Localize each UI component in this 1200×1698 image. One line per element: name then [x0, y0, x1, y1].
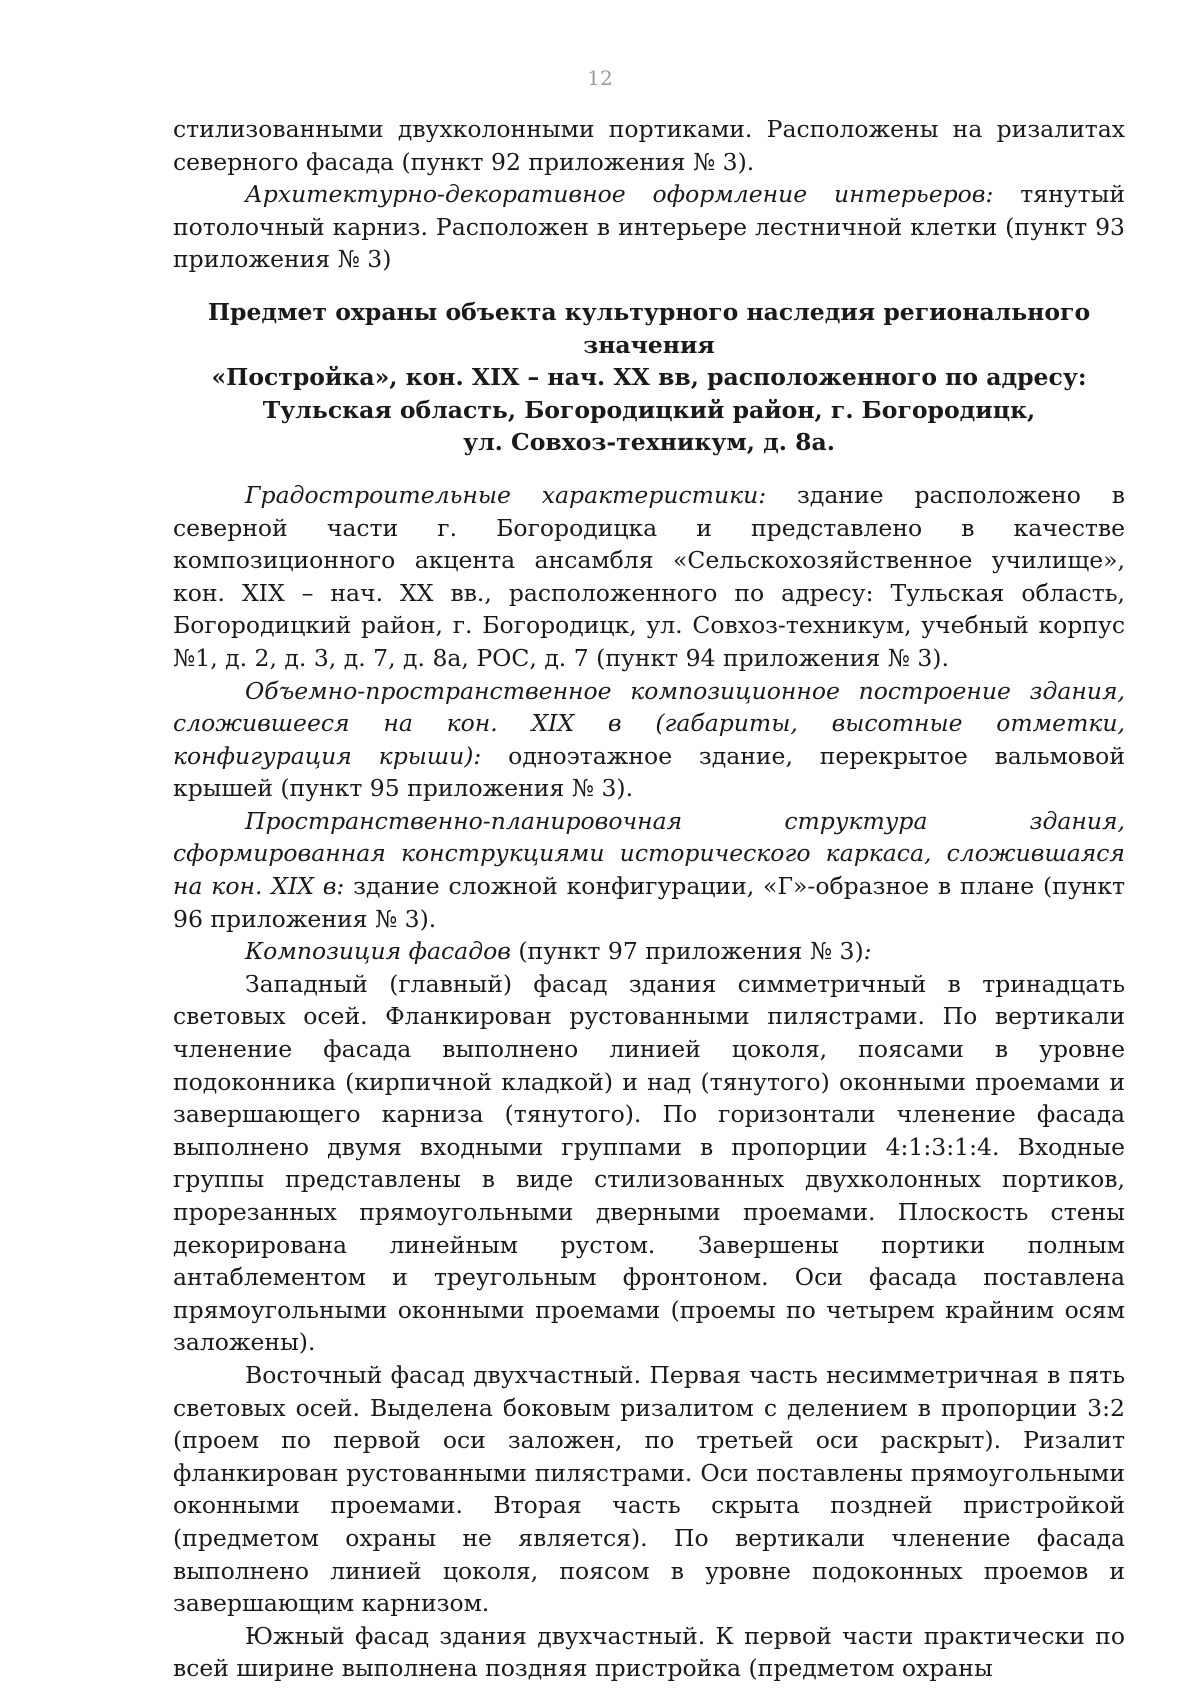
heading-line-2: «Постройка», кон. XIX – нач. XX вв, расположенного по адресу:	[211, 363, 1087, 392]
facade-composition-label: Композиция фасадов	[245, 937, 511, 966]
urban-planning-paragraph	[173, 479, 1125, 675]
heading-line-3: Тульская область, Богородицкий район, г. Богородицк,	[262, 395, 1036, 424]
spacer	[173, 459, 1125, 479]
facade-composition-colon: :	[863, 937, 872, 966]
planning-structure-label: Пространственно-планировочная структура здания, сформированная конструкциями исторического каркаса, сложившаяся на кон. XIX в:	[173, 806, 1125, 901]
heading-line-4: ул. Совхоз-техникум, д. 8а.	[463, 428, 835, 457]
south-facade-paragraph: Южный фасад здания двухчастный. К первой части практически по всей ширине выполнена поздняя пристройка (предметом охраны	[173, 1621, 1125, 1683]
intro-paragraph-2-text: тянутый потолочный карниз. Расположен в интерьере лестничной клетки (пункт 93 приложения № 3)	[173, 180, 1125, 274]
volume-composition-paragraph	[173, 675, 1125, 805]
page-number: 12	[587, 66, 613, 90]
intro-paragraph-1: стилизованными двухколонными портиками. Расположены на ризалитах северного фасада (пункт 92 приложения № 3).	[173, 115, 1125, 176]
east-facade-paragraph: Восточный фасад двухчастный. Первая часть несимметричная в пять световых осей. Выделена боковым ризалитом с делением в пропорции 3:2 (проем по первой оси заложен, по третьей оси раскрыт). Ризалит фланкирован рустованными пилястрами. Оси поставлены прямоугольными оконными проемами. Вторая часть скрыта поздней пристройкой (предметом охраны не является). По вертикали членение фасада выполнено линией цоколя, поясом в уровне подоконных проемов и завершающим карнизом.	[173, 1360, 1125, 1618]
volume-composition-text: одноэтажное здание, перекрытое вальмовой крышей (пункт 95 приложения № 3).	[173, 741, 1125, 803]
volume-composition-label: Объемно-пространственное композиционное построение здания, сложившееся на кон. XIX в (габариты, высотные отметки, конфигурация крыши):	[173, 676, 1125, 770]
planning-structure-text: здание сложной конфигурации, «Г»-образное в плане (пункт 96 приложения № 3).	[173, 872, 1126, 933]
planning-structure-paragraph	[173, 805, 1125, 935]
spacer	[173, 276, 1125, 296]
urban-planning-label: Градостроительные характеристики:	[245, 480, 767, 509]
facade-composition-text: (пункт 97 приложения № 3)	[510, 937, 864, 966]
document-body	[173, 113, 1125, 1685]
section-heading	[173, 296, 1125, 459]
west-facade-paragraph: Западный (главный) фасад здания симметричный в тринадцать световых осей. Фланкирован рустованными пилястрами. По вертикали членение фасада выполнено линией цоколя, поясами в уровне подоконника (кирпичной кладкой) и над (тянутого) оконными проемами и завершающего карниза (тянутого). По горизонтали членение фасада выполнено двумя входными группами в пропорции 4:1:3:1:4. Входные группы представлены в виде стилизованных двухколонных портиков, прорезанных прямоугольными дверными проемами. Плоскость стены декорирована линейным рустом. Завершены портики полным антаблементом и треугольным фронтоном. Оси фасада поставлена прямоугольными оконными проемами (проемы по четырем крайним осям заложены).	[173, 969, 1125, 1357]
facade-composition-paragraph	[173, 935, 1125, 968]
urban-planning-text: здание расположено в северной части г. Богородицка и представлено в качестве композиционного акцента ансамбля «Сельскохозяйственное училище», кон. XIX – нач. XX вв., расположенного по адресу: Тульская область, Богородицкий район, г. Богородицк, ул. Совхоз-техникум, учебный корпус №1, д. 2, д. 3, д. 7, д. 8а, РОС, д. 7 (пункт 94 приложения № 3).	[173, 480, 1125, 672]
intro-paragraph-2	[173, 178, 1125, 276]
intro-paragraph-2-label: Архитектурно-декоративное оформление интерьеров:	[245, 180, 994, 209]
heading-line-1: Предмет охраны объекта культурного наследия регионального значения	[207, 297, 1091, 359]
